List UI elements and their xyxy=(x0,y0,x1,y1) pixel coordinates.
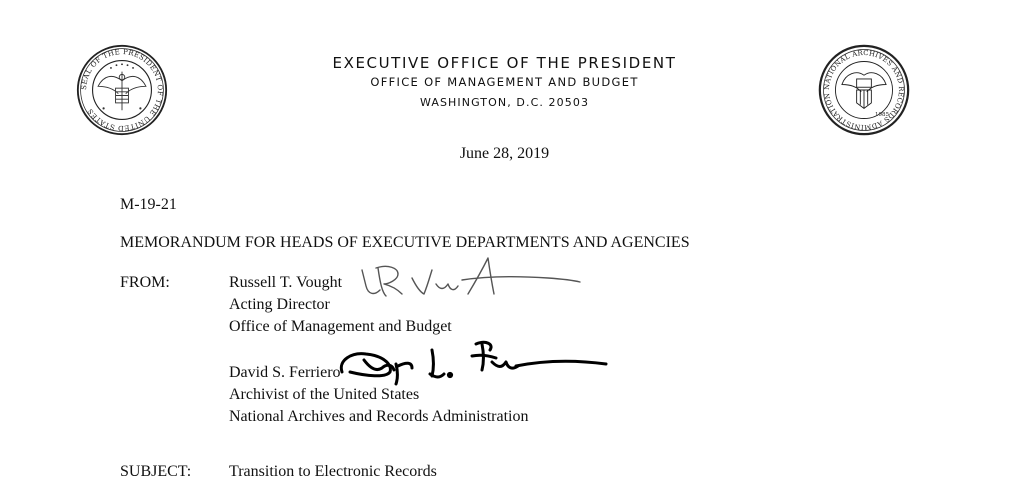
letterhead-office: OFFICE OF MANAGEMENT AND BUDGET xyxy=(370,75,639,89)
sender-title: Acting Director xyxy=(229,296,330,313)
sender-title: Archivist of the United States xyxy=(229,386,420,403)
letterhead-title: EXECUTIVE OFFICE OF THE PRESIDENT xyxy=(332,54,677,72)
svg-text:NATIONAL ARCHIVES AND RECORDS: NATIONAL ARCHIVES AND RECORDS ADMINISTRATION xyxy=(822,48,906,132)
national-archives-seal-icon xyxy=(818,44,910,136)
signature-vought-icon xyxy=(358,254,594,304)
memo-number: M-19-21 xyxy=(120,196,177,213)
sender-name: Russell T. Vought xyxy=(229,274,343,291)
memo-date: June 28, 2019 xyxy=(459,145,550,162)
memo-addressee: MEMORANDUM FOR HEADS OF EXECUTIVE DEPARTMENTS AND AGENCIES xyxy=(120,234,690,251)
letterhead-address: WASHINGTON, D.C. 20503 xyxy=(419,96,590,109)
subject-label: SUBJECT: xyxy=(120,463,192,480)
subject-text: Transition to Electronic Records xyxy=(229,463,437,480)
signature-ferriero-icon xyxy=(336,338,626,394)
sender-name: David S. Ferriero xyxy=(229,364,341,381)
sender-organization: National Archives and Records Administration xyxy=(229,408,529,425)
svg-text:SEAL OF THE PRESIDENT OF THE U: SEAL OF THE PRESIDENT OF THE UNITED STATES xyxy=(80,48,164,132)
sender-organization: Office of Management and Budget xyxy=(229,318,452,335)
svg-text:1985: 1985 xyxy=(875,111,890,118)
from-label: FROM: xyxy=(120,274,170,291)
